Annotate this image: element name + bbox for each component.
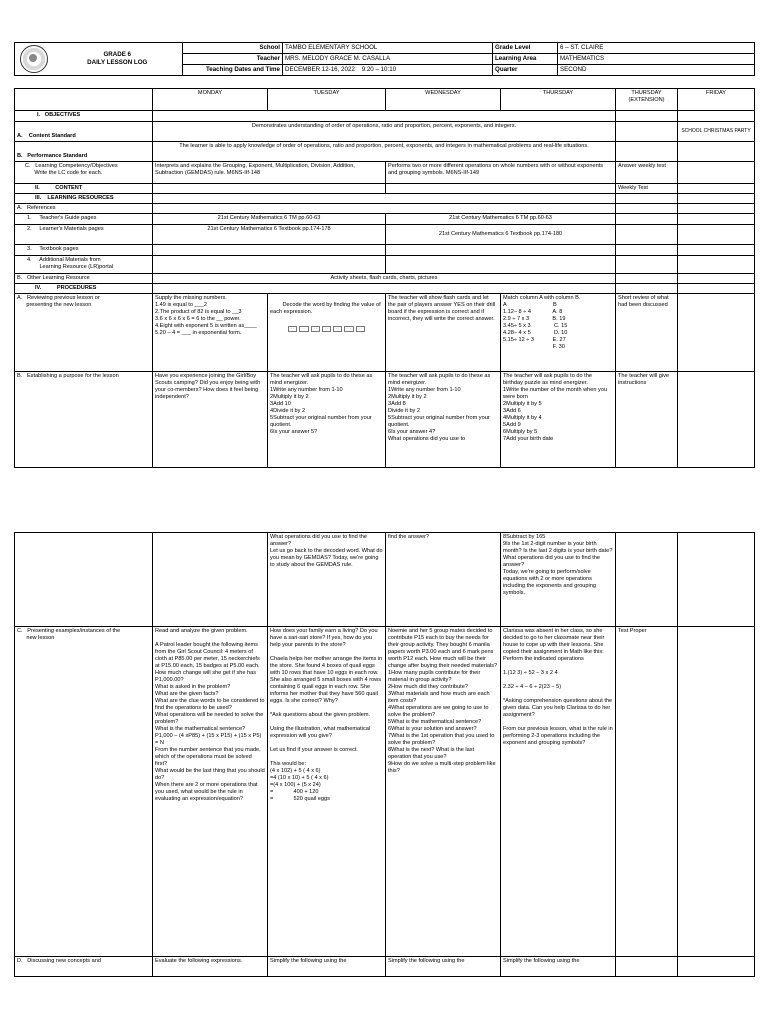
purpose-wednesday: The teacher will ask pupils to do these as mind energizer. 1Write any number from 1-10 2Multiply it by 2 3Add 8 Divide it by 2 5Subtract your original number from your quotient. 6Is your answer 4? What operations did you use to (386, 371, 501, 467)
competency-mon-tue: Interprets and explains the Grouping, Exponent, Multiplication, Division, Addition, Subtraction (GEMDAS) rule. M6NS-IIf-148 (153, 162, 386, 184)
content-extension: Weekly Test (616, 184, 678, 194)
learning-area-label: Learning Area (493, 54, 558, 65)
content-standard-text: Demonstrates understanding of order of operations, ratio and proportion, percent, exponents, and integers. (153, 122, 616, 142)
log-title-text: DAILY LESSON LOG (87, 59, 148, 66)
discussing-monday: Evaluate the following expressions. (153, 957, 268, 977)
textbook-pages-label: 3. Textbook pages (15, 244, 153, 255)
lm-wed-thu: 21st Century Mathematics 6 Textbook pp.174-180 (386, 224, 616, 244)
friday-christmas-party: SCHOOL CHRISTMAS PARTY (678, 122, 755, 142)
presenting-thursday: Clarissa was absent in her class, so she decided to go to her classmate near their house to cope up with their lessons. She copied their assignment in Math like this: Perform the indicated operations 1.(12 3) ÷ 52 – 3 x 2 4 2.32 ÷ 4 – 6 ÷ 2(23 – 5) *Asking comprehension questions about the given data. Can you help Clarissa to do her assignment? From our previous lesson, what is the rule in performing 2-3 operations including the exponent and grouping symbols? (501, 627, 616, 957)
teacher-value: MRS. MELODY GRACE M. CASALLA (283, 54, 493, 65)
additional-materials-label: 4. Additional Materials from Learning Resource (LR)portal (15, 255, 153, 273)
school-value: TAMBO ELEMENTARY SCHOOL (283, 43, 493, 54)
header-table (14, 42, 755, 76)
corner-cell (15, 89, 153, 111)
presenting-label: C. Presenting examples/instances of the new lesson (15, 627, 153, 957)
continued-tuesday: What operations did you use to find the answer? Let us go back to the decoded word. What do you mean by GEMDAS? Today, we're going to study about the GEMDAS rule. (268, 533, 386, 627)
tg-pages-label: 1. Teacher's Guide pages (15, 213, 153, 224)
tg-wed-thu: 21st Century Mathematics 6 TM pp.60-63 (386, 213, 616, 224)
dates-value: DECEMBER 12-16, 2022 9:20 – 10:10 (283, 65, 493, 76)
day-thursday-extension: THURSDAY (EXTENSION) (616, 89, 678, 111)
learning-area-value: MATHEMATICS (558, 54, 755, 65)
purpose-tuesday: The teacher will ask pupils to do these as mind energizer. 1Write any number from 1-10 2Multiply it by 2 3Add 10 4Divide it by 2 5Subtract your original number from your quotient. 6Is your answer 5? (268, 371, 386, 467)
lesson-table (14, 88, 755, 468)
decode-puzzle-image: · · · · · · · · · · · · · · (270, 326, 383, 332)
presenting-tuesday: How does your family earn a living? Do you have a sari-sari store? If yes, how do you help your parents in the store? Chaela helps her mother arrange the items in the store. She found 4 boxes of quail eggs with 10 rows that have 10 eggs in each row. She also arranged 5 small boxes with 4 rows containing 6 quail eggs in each row. She informs her mother that they have 560 quail eggs. Is she correct? Why? *Ask questions about the given problem. Using the illustration, what mathematical expression will you give? Let us find if your answer is correct. This would be: (4 x 102) + 5 ( 4 x 6) =4 (10 x 10) + 5 ( 4 x 6) =(4 x 100) + (5 x 24) = 400 + 120 = 520 quail eggs (268, 627, 386, 957)
other-resource-label: B. Other Learning Resource (15, 273, 153, 283)
day-friday: FRIDAY (678, 89, 755, 111)
content-standard-label: A. Content Standard (15, 122, 153, 142)
presenting-monday: Read and analyze the given problem. A Patrol leader bought the following items from the Girl Scout Council: 4 meters of cloth at P85.00 per meter, 15 neckerchiefs at P15.00 each, 15 badges at P5.00 each. How much change will she get if she has P1,000.00? What is asked in the problem? What are the given facts? What are the clue words to be considered to find the operations to be used? What operations will be needed to solve the problem? What is the mathematical sentence? P1,000 – (4 xP85) + (15 x P15) + (15 x P5) = N From the number sentence that you made, which of the operations must be solved first? What would be the last thing that you should do? When there are 2 or more operations that you used, what would be the rule in evaluating an expression/equation? (153, 627, 268, 957)
content-heading: II. CONTENT (15, 184, 153, 194)
school-label: School (183, 43, 283, 54)
grade-level-value: 6 – ST. CLAIRE (558, 43, 755, 54)
review-tuesday (268, 293, 386, 371)
performance-standard-label: B. Performance Standard (15, 142, 153, 162)
purpose-thursday: The teacher will ask pupils to do the birthday puzzle as mind energizer. 1Write the number of the month when you were born 2Multiply it by 5 3Add 6 4Multiply it by 4 5Add 9 6Multiply by 5 7Add your birth date (501, 371, 616, 467)
review-thursday: Match column A with column B. A B 1.12– 8 ÷ 4 A. 8 2.9 ÷ 7 x 3 B. 19 3.45÷ 5 x 3 C. 15 4.28– 4 x 5 D. 10 5.15÷ 12 ÷ 3 E. 27 F. 30 (501, 293, 616, 371)
discussing-wednesday: Simplify the following using the (386, 957, 501, 977)
purpose-extension: The teacher will give instructions (616, 371, 678, 467)
purpose-label: B. Establishing a purpose for the lesson (15, 371, 153, 467)
quarter-value: SECOND (558, 65, 755, 76)
review-label: A. Reviewing previous lesson or presenting the new lesson (15, 293, 153, 371)
presenting-wednesday: Noemie and her 5 group mates decided to contribute P15 each to buy the needs for their group activity. They bought 6 manila papers worth P3.00 each and 6 mark pens worth P12 each. How much will be their change after buying their needed materials? 1How many pupils contribute for their material in group activity? 2How much did they contribute? 3What materials and how much are each item costs? 4What operations are we going to use to solve the problem? 5What is the mathematical sentence? 6What is your solution and answer? 7What is the 1st operation that you used to solve the problem? 8What is the next? What is the last operation that you use? 9How do we solve a multi-step problem like this? (386, 627, 501, 957)
review-tuesday-text: Decode the word by finding the value of each expression. (270, 301, 383, 315)
continued-wednesday: find the answer? (386, 533, 501, 627)
learning-resources-heading: III. LEARNING RESOURCES (15, 193, 153, 203)
continued-thursday: 8Subtract by 165 9Is the 1st 2-digit number is your birth month? Is the last 2 digits is your birth date? What operations did you use to find the answer? Today, we're going to perform/solve equations with 2 or more operations including the exponents and grouping symbols. (501, 533, 616, 627)
discussing-tuesday: Simplify the following using the (268, 957, 386, 977)
day-tuesday: TUESDAY (268, 89, 386, 111)
discussing-label: D. Discussing new concepts and (15, 957, 153, 977)
day-wednesday: WEDNESDAY (386, 89, 501, 111)
lesson-log-page-2 (14, 532, 754, 977)
grade-level-label: Grade Level (493, 43, 558, 54)
log-title (53, 43, 183, 76)
tg-mon-tue: 21st Century Mathematics 6 TM pp.60-63 (153, 213, 386, 224)
procedures-heading: IV. PROCEDURES (15, 283, 153, 293)
dates-label: Teaching Dates and Time (183, 65, 283, 76)
review-wednesday: The teacher will show flash cards and let the pair of players answer YES on their drill board if the expression is correct and if incorrect, they will write the correct answer. (386, 293, 501, 371)
lm-mon-tue: 21st Century Mathematics 6 Textbook pp.174-178 (153, 224, 386, 244)
lm-pages-label: 2. Learner's Materials pages (15, 224, 153, 244)
purpose-monday: Have you experience joining the Girl/Boy Scouts camping? Did you enjoy being with your co-members? How does it feel being independent? (153, 371, 268, 467)
lesson-table-continued (14, 532, 755, 977)
competency-extension: Answer weekly test (616, 162, 678, 184)
discussing-thursday: Simplify the following using the (501, 957, 616, 977)
day-monday: MONDAY (153, 89, 268, 111)
review-extension: Short review of what had been discussed (616, 293, 678, 371)
review-monday: Supply the missing numbers. 1.49 is equal to ___2 2.The product of 82 is equal to __3 3.6 x 6 x 6 x 6 = 6 to the __ power. 4.Eight with exponent 5 is written as____ 5.20 – 4 = ___ in exponential form. (153, 293, 268, 371)
references-label: A. References (15, 203, 153, 213)
grade-title: GRADE 6 (103, 51, 131, 59)
teacher-label: Teacher (183, 54, 283, 65)
other-resource-text: Activity sheets, flash cards, charts, pictures (153, 273, 616, 283)
lesson-log-page-1 (14, 42, 754, 468)
presenting-extension: Test Proper (616, 627, 678, 957)
performance-standard-text: The learner is able to apply knowledge of order of operations, ratio and proportion, percent, exponents, and integers in mathematical problems and real-life situations. (153, 142, 616, 162)
deped-seal (15, 43, 53, 76)
competency-label: C. Learning Competency/Objectives Write the LC code for each. (15, 162, 153, 184)
objectives-heading: I. OBJECTIVES (15, 111, 153, 122)
day-thursday: THURSDAY (501, 89, 616, 111)
quarter-label: Quarter (493, 65, 558, 76)
competency-wed-thu: Performs two or more different operations on whole numbers with or without exponents and grouping symbols. M6NS-IIf-149 (386, 162, 616, 184)
